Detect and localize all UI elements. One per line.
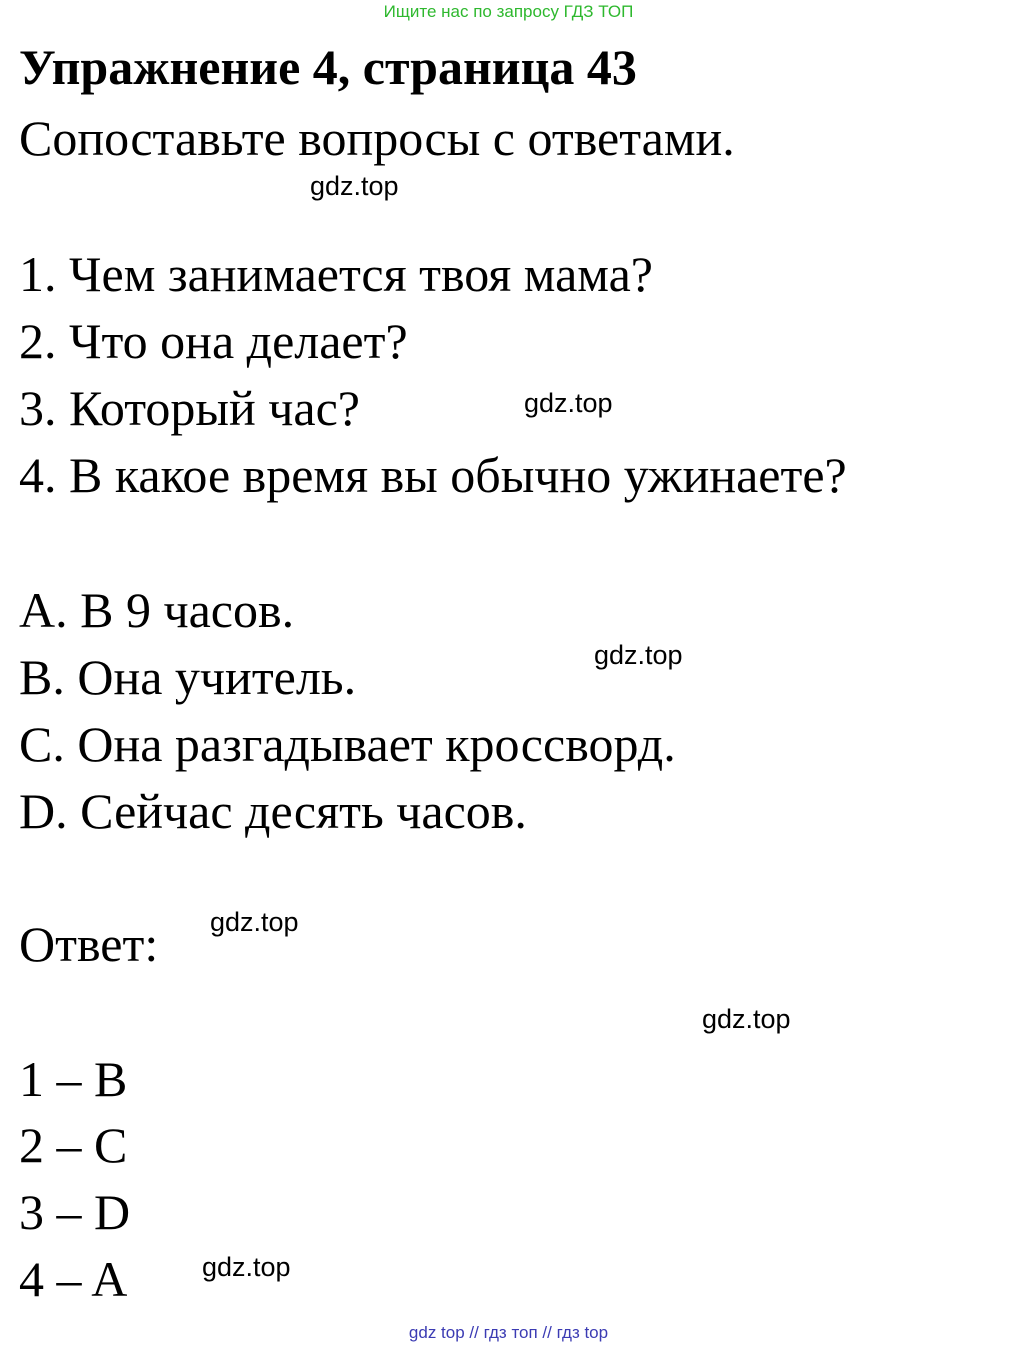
watermark: gdz.top	[210, 907, 299, 937]
match-1: 1 – B	[19, 1051, 128, 1107]
watermark: gdz.top	[594, 640, 683, 670]
answer-option-a: A. В 9 часов.	[19, 582, 295, 638]
match-4: 4 – A	[19, 1251, 128, 1307]
page-title: Упражнение 4, страница 43	[19, 39, 637, 95]
match-3: 3 – D	[19, 1184, 131, 1240]
answer-option-b: B. Она учитель.	[19, 649, 357, 705]
instruction-text: Сопоставьте вопросы с ответами.	[19, 110, 735, 166]
answer-option-c: C. Она разгадывает кроссворд.	[19, 716, 676, 772]
question-1: 1. Чем занимается твоя мама?	[19, 246, 653, 302]
watermark: gdz.top	[202, 1252, 291, 1282]
answer-option-d: D. Сейчас десять часов.	[19, 783, 527, 839]
watermark: gdz.top	[310, 171, 399, 201]
question-3: 3. Который час?	[19, 380, 360, 436]
bottom-footer: gdz top // гдз топ // гдз top	[408, 1323, 609, 1342]
watermark: gdz.top	[702, 1004, 791, 1034]
question-2: 2. Что она делает?	[19, 313, 408, 369]
question-4: 4. В какое время вы обычно ужинаете?	[19, 447, 847, 503]
top-banner: Ищите нас по запросу ГДЗ ТОП	[383, 2, 634, 21]
watermark: gdz.top	[524, 388, 613, 418]
answer-label: Ответ:	[19, 916, 159, 972]
match-2: 2 – C	[19, 1117, 128, 1173]
